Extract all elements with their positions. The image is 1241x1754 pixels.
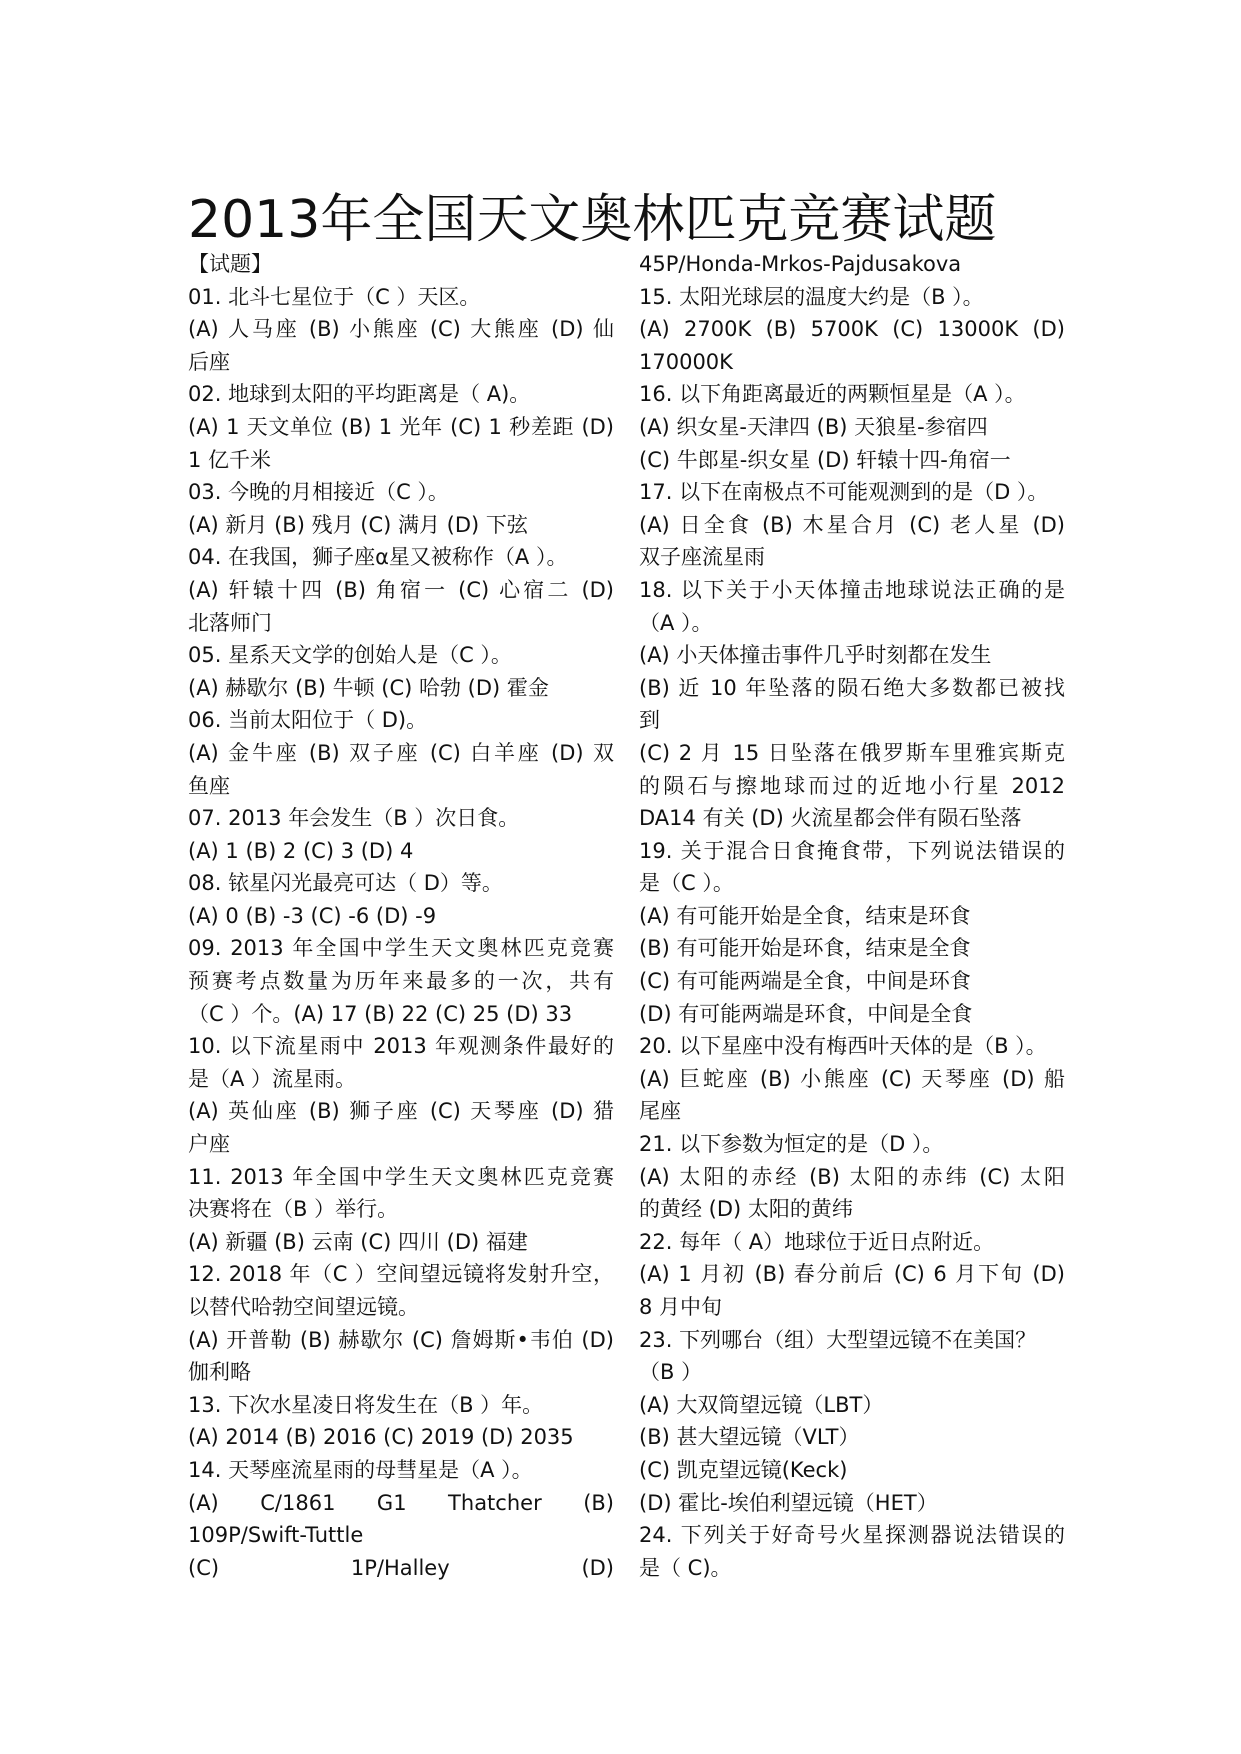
text-line: 06. 当前太阳位于（ D)。	[188, 708, 428, 733]
text-line: (D) 霍比-埃伯利望远镜（HET）	[639, 1490, 938, 1515]
text-line: (A) 太阳的赤经 (B) 太阳的赤纬 (C) 太阳	[639, 1164, 1065, 1189]
text-line: 05. 星系天文学的创始人是（C ）。	[188, 643, 512, 668]
text-line: 到	[639, 708, 660, 733]
text-line: (A) 0 (B) -3 (C) -6 (D) -9	[188, 903, 437, 928]
text-line: 03. 今晚的月相接近（C ）。	[188, 480, 449, 505]
right-column	[639, 248, 1065, 1584]
text-line: (A) 开普勒 (B) 赫歇尔 (C) 詹姆斯•韦伯 (D)	[188, 1327, 614, 1352]
text-line: 10. 以下流星雨中 2013 年观测条件最好的	[188, 1034, 614, 1059]
text-line: DA14 有关 (D) 火流星都会伴有陨石坠落	[639, 806, 1022, 831]
text-line: 08. 铱星闪光最亮可达（ D）等。	[188, 871, 503, 896]
text-line: 109P/Swift-Tuttle	[188, 1523, 364, 1548]
page-title: 2013年全国天文奥林匹克竞赛试题	[188, 189, 997, 250]
text-line: 24. 下列关于好奇号火星探测器说法错误的	[639, 1523, 1065, 1548]
text-line: (C) 1P/Halley (D)	[188, 1555, 614, 1580]
text-line: （B ）	[639, 1360, 703, 1385]
text-line: （C ）个。(A) 17 (B) 22 (C) 25 (D) 33	[188, 1001, 573, 1026]
text-line: (A) 英仙座 (B) 狮子座 (C) 天琴座 (D) 猎	[188, 1099, 614, 1124]
text-line: 的黄经 (D) 太阳的黄纬	[639, 1197, 853, 1222]
text-line: 170000K	[639, 349, 733, 374]
text-line: (A) 1 (B) 2 (C) 3 (D) 4	[188, 838, 414, 863]
text-line: (B) 有可能开始是环食，结束是全食	[639, 936, 971, 961]
text-line: 1 亿千米	[188, 447, 272, 472]
text-line: (A) 巨蛇座 (B) 小熊座 (C) 天琴座 (D) 船	[639, 1066, 1065, 1091]
text-line: (A) 金牛座 (B) 双子座 (C) 白羊座 (D) 双	[188, 740, 614, 765]
text-line: 户座	[188, 1132, 230, 1157]
text-line: (A) 新疆 (B) 云南 (C) 四川 (D) 福建	[188, 1229, 528, 1254]
text-line: (A) 1 月初 (B) 春分前后 (C) 6 月下旬 (D)	[639, 1262, 1065, 1287]
text-line: (A) 织女星-天津四 (B) 天狼星-参宿四	[639, 414, 988, 439]
text-line: 19. 关于混合日食掩食带，下列说法错误的	[639, 838, 1065, 863]
text-line: (A) 大双筒望远镜（LBT）	[639, 1392, 884, 1417]
text-line: (A) 小天体撞击事件几乎时刻都在发生	[639, 643, 992, 668]
text-line: 伽利略	[188, 1360, 251, 1385]
text-line: 12. 2018 年（C ）空间望远镜将发射升空，	[188, 1262, 614, 1287]
text-line: (C) 牛郎星-织女星 (D) 轩辕十四-角宿一	[639, 447, 1011, 472]
text-line: 21. 以下参数为恒定的是（D ）。	[639, 1132, 944, 1157]
text-line: 是（C ）。	[639, 871, 734, 896]
text-line: (A) 轩辕十四 (B) 角宿一 (C) 心宿二 (D)	[188, 577, 614, 602]
text-line: 15. 太阳光球层的温度大约是（B ）。	[639, 284, 984, 309]
text-line: 07. 2013 年会发生（B ）次日食。	[188, 806, 520, 831]
text-line: 的陨石与擦地球而过的近地小行星 2012	[639, 773, 1065, 798]
text-line: 14. 天琴座流星雨的母彗星是（A ）。	[188, 1457, 533, 1482]
text-line: (A) 人马座 (B) 小熊座 (C) 大熊座 (D) 仙	[188, 317, 614, 342]
text-line: 尾座	[639, 1099, 681, 1124]
text-line: 20. 以下星座中没有梅西叶天体的是（B ）。	[639, 1034, 1047, 1059]
text-line: 09. 2013 年全国中学生天文奥林匹克竞赛	[188, 936, 614, 961]
text-line: 16. 以下角距离最近的两颗恒星是（A ）。	[639, 382, 1026, 407]
text-line: 是（ C)。	[639, 1555, 732, 1580]
text-line: 决赛将在（B ）举行。	[188, 1197, 399, 1222]
text-line: 01. 北斗七星位于（C ）天区。	[188, 284, 481, 309]
text-line: 鱼座	[188, 773, 230, 798]
text-line: 双子座流星雨	[639, 545, 765, 570]
text-line: （A ）。	[639, 610, 713, 635]
text-line: 【试题】	[188, 252, 272, 276]
text-line: 8 月中旬	[639, 1295, 723, 1319]
text-line: 17. 以下在南极点不可能观测到的是（D ）。	[639, 480, 1049, 505]
text-line: (A) 有可能开始是全食，结束是环食	[639, 903, 971, 928]
text-line: 是（A ）流星雨。	[188, 1066, 357, 1091]
text-line: 预赛考点数量为历年来最多的一次，共有	[188, 969, 614, 994]
text-line: (A) 赫歇尔 (B) 牛顿 (C) 哈勃 (D) 霍金	[188, 675, 549, 700]
text-line: (C) 凯克望远镜(Keck)	[639, 1457, 848, 1482]
text-line: (D) 有可能两端是环食，中间是全食	[639, 1001, 973, 1026]
text-line: 以替代哈勃空间望远镜。	[188, 1295, 419, 1319]
text-line: 45P/Honda-Mrkos-Pajdusakova	[639, 252, 962, 276]
text-line: 23. 下列哪台（组）大型望远镜不在美国？	[639, 1327, 1037, 1352]
text-line: (C) 2 月 15 日坠落在俄罗斯车里雅宾斯克	[639, 740, 1065, 765]
text-line: 后座	[188, 349, 230, 374]
text-line: 02. 地球到太阳的平均距离是（ A)。	[188, 382, 531, 407]
text-line: 北落师门	[188, 610, 272, 635]
text-line: 04. 在我国，狮子座α星又被称作（A ）。	[188, 545, 568, 570]
text-line: (B) 甚大望远镜（VLT）	[639, 1425, 860, 1450]
text-line: 11. 2013 年全国中学生天文奥林匹克竞赛	[188, 1164, 614, 1189]
text-line: (A) 1 天文单位 (B) 1 光年 (C) 1 秒差距 (D)	[188, 414, 614, 439]
left-column	[188, 248, 614, 1584]
text-line: (A) 日全食 (B) 木星合月 (C) 老人星 (D)	[639, 512, 1065, 537]
text-line: (C) 有可能两端是全食，中间是环食	[639, 969, 971, 994]
text-line: 13. 下次水星凌日将发生在（B ）年。	[188, 1392, 544, 1417]
text-line: (A) C/1861 G1 Thatcher (B)	[188, 1490, 614, 1515]
text-line: (B) 近 10 年坠落的陨石绝大多数都已被找	[639, 675, 1065, 700]
text-line: (A) 2014 (B) 2016 (C) 2019 (D) 2035	[188, 1425, 574, 1450]
text-line: 22. 每年（ A）地球位于近日点附近。	[639, 1229, 995, 1254]
text-line: (A) 新月 (B) 残月 (C) 满月 (D) 下弦	[188, 512, 528, 537]
text-line: (A) 2700K (B) 5700K (C) 13000K (D)	[639, 317, 1065, 342]
text-line: 18. 以下关于小天体撞击地球说法正确的是	[639, 577, 1065, 602]
